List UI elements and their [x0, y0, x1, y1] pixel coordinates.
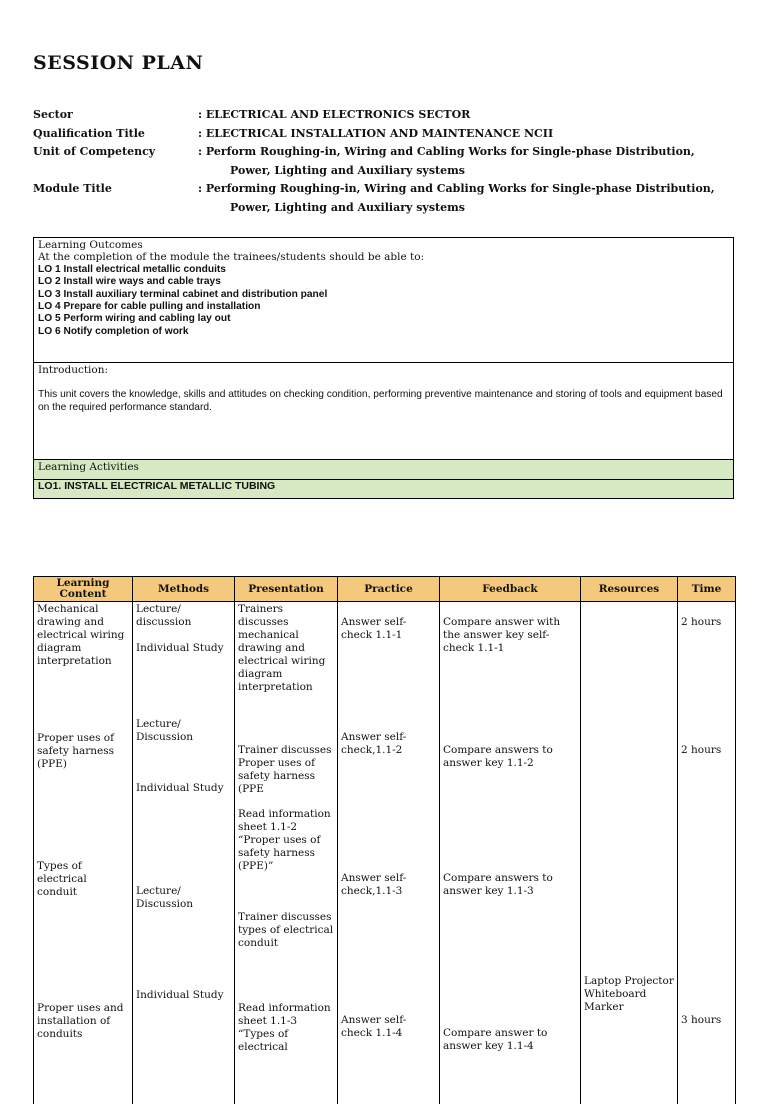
method-item: Lecture/ Discussion — [136, 885, 231, 911]
content-item: Proper uses and installation of conduits — [37, 1002, 129, 1041]
sector-value: : ELECTRICAL AND ELECTRONICS SECTOR — [198, 106, 733, 125]
header-practice: Practice — [338, 577, 440, 602]
header-feedback: Feedback — [440, 577, 581, 602]
resource-item: Laptop Projector Whiteboard Marker — [584, 975, 674, 1014]
learning-outcomes-box — [33, 237, 734, 363]
module-label: Module Title — [33, 180, 198, 199]
table-row — [34, 602, 736, 1104]
header-presentation: Presentation — [235, 577, 338, 602]
lo-item: LO 5 Perform wiring and cabling lay out — [38, 313, 729, 325]
time-cell — [678, 602, 736, 1104]
qualification-value: : ELECTRICAL INSTALLATION AND MAINTENANCE NCII — [198, 125, 733, 144]
unit-row — [33, 143, 733, 162]
unit-value: : Perform Roughing-in, Wiring and Cabling Works for Single-phase Distribution, — [198, 143, 733, 162]
table-header-row — [34, 577, 736, 602]
header-resources: Resources — [581, 577, 678, 602]
presentation-item: Read information sheet 1.1-3 “Types of electrical — [238, 1002, 334, 1054]
lo1-heading: LO1. INSTALL ELECTRICAL METALLIC TUBING — [33, 479, 734, 499]
practice-item: Answer self-check 1.1-4 — [341, 1014, 436, 1040]
methods-cell — [133, 602, 235, 1104]
header-time: Time — [678, 577, 736, 602]
qualification-label: Qualification Title — [33, 125, 198, 144]
presentation-item: Trainer discusses types of electrical conduit — [238, 911, 334, 950]
lo-item: LO 3 Install auxiliary terminal cabinet and distribution panel — [38, 289, 729, 301]
learning-activities-heading: Learning Activities — [33, 459, 734, 480]
content-item: Mechanical drawing and electrical wiring diagram interpretation — [37, 603, 129, 668]
time-item: 3 hours — [681, 1014, 732, 1027]
presentation-cell — [235, 602, 338, 1104]
presentation-item: Trainer discusses Proper uses of safety harness (PPE — [238, 744, 334, 796]
practice-item: Answer self-check,1.1-3 — [341, 872, 436, 898]
method-item: Individual Study — [136, 782, 231, 795]
introduction-box — [33, 362, 734, 460]
unit-value-continued: Power, Lighting and Auxiliary systems — [33, 162, 733, 181]
feedback-item: Compare answers to answer key 1.1-3 — [443, 872, 577, 898]
feedback-item: Compare answer to answer key 1.1-4 — [443, 1027, 577, 1053]
method-item: Lecture/ discussion — [136, 603, 231, 629]
method-item: Individual Study — [136, 642, 231, 655]
session-plan-table — [33, 576, 736, 1104]
header-learning-content: Learning Content — [34, 577, 133, 602]
sector-row — [33, 106, 733, 125]
introduction-heading: Introduction: — [38, 364, 729, 376]
module-value-continued: Power, Lighting and Auxiliary systems — [33, 199, 733, 218]
qualification-row — [33, 125, 733, 144]
learning-outcomes-intro: At the completion of the module the trainees/students should be able to: — [38, 251, 729, 263]
introduction-text: This unit covers the knowledge, skills and attitudes on checking condition, performing preventive maintenance and storing of tools and equipment based on the required performance standard. — [38, 388, 729, 414]
practice-item: Answer self-check,1.1-2 — [341, 731, 436, 757]
module-row — [33, 180, 733, 199]
presentation-item: Trainers discusses mechanical drawing and electrical wiring diagram interpretation — [238, 603, 334, 694]
practice-item: Answer self-check 1.1-1 — [341, 616, 436, 642]
resources-cell — [581, 602, 678, 1104]
practice-cell — [338, 602, 440, 1104]
sector-label: Sector — [33, 106, 198, 125]
content-item: Types of electrical conduit — [37, 860, 129, 899]
lo-item: LO 4 Prepare for cable pulling and installation — [38, 301, 729, 313]
learning-outcomes-heading: Learning Outcomes — [38, 239, 729, 251]
presentation-item: Read information sheet 1.1-2 “Proper uses of safety harness (PPE)” — [238, 808, 334, 873]
time-item: 2 hours — [681, 616, 732, 629]
time-item: 2 hours — [681, 744, 732, 757]
lo-item: LO 2 Install wire ways and cable trays — [38, 276, 729, 288]
session-metadata — [33, 106, 733, 217]
lo-item: LO 1 Install electrical metallic conduits — [38, 264, 729, 276]
learning-content-cell — [34, 602, 133, 1104]
module-value: : Performing Roughing-in, Wiring and Cabling Works for Single-phase Distribution, — [198, 180, 733, 199]
unit-label: Unit of Competency — [33, 143, 198, 162]
feedback-item: Compare answer with the answer key self-check 1.1-1 — [443, 616, 577, 655]
method-item: Individual Study — [136, 989, 231, 1002]
header-methods: Methods — [133, 577, 235, 602]
feedback-item: Compare answers to answer key 1.1-2 — [443, 744, 577, 770]
feedback-cell — [440, 602, 581, 1104]
content-item: Proper uses of safety harness (PPE) — [37, 732, 129, 771]
lo-item: LO 6 Notify completion of work — [38, 326, 729, 338]
page-title: SESSION PLAN — [33, 52, 203, 74]
method-item: Lecture/ Discussion — [136, 718, 231, 744]
